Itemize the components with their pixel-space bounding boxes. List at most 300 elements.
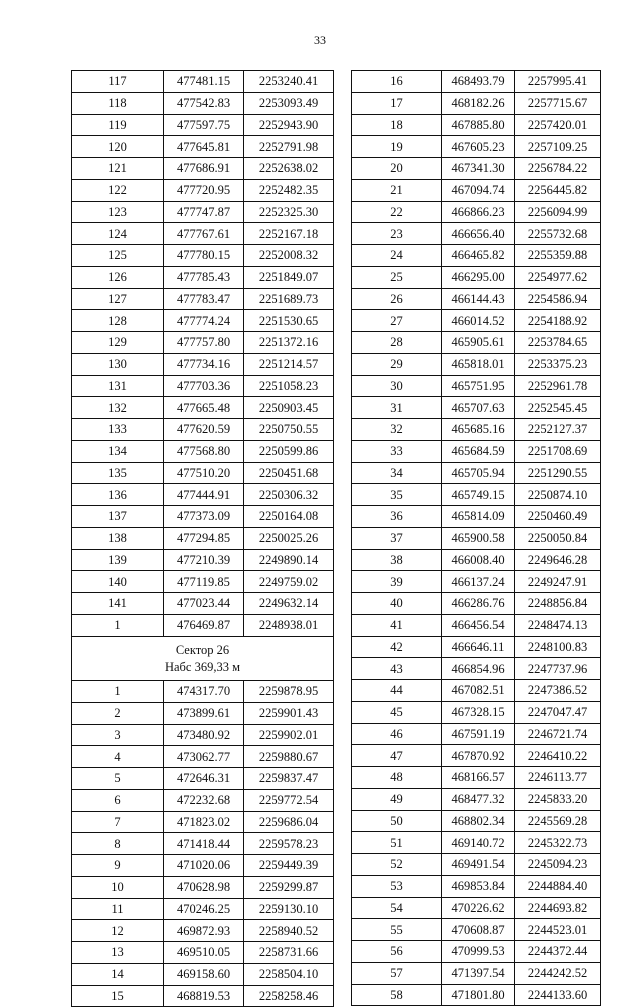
x-coordinate-cell: 466137.24 bbox=[442, 571, 515, 593]
table-row bbox=[72, 942, 334, 964]
table-row bbox=[352, 941, 601, 963]
point-number-cell: 48 bbox=[352, 767, 442, 789]
point-number-cell: 35 bbox=[352, 484, 442, 506]
table-row bbox=[352, 875, 601, 897]
point-number-cell: 132 bbox=[72, 397, 164, 419]
point-number-cell: 10 bbox=[72, 876, 164, 898]
y-coordinate-cell: 2252127.37 bbox=[515, 419, 601, 441]
y-coordinate-cell: 2244884.40 bbox=[515, 875, 601, 897]
y-coordinate-cell: 2251290.55 bbox=[515, 462, 601, 484]
table-row bbox=[72, 310, 334, 332]
x-coordinate-cell: 471397.54 bbox=[442, 962, 515, 984]
point-number-cell: 41 bbox=[352, 614, 442, 636]
x-coordinate-cell: 477373.09 bbox=[164, 506, 244, 528]
point-number-cell: 8 bbox=[72, 833, 164, 855]
coordinates-table-right bbox=[351, 70, 601, 1006]
y-coordinate-cell: 2257109.25 bbox=[515, 136, 601, 158]
table-row bbox=[352, 549, 601, 571]
table-row bbox=[72, 898, 334, 920]
x-coordinate-cell: 477734.16 bbox=[164, 353, 244, 375]
x-coordinate-cell: 469158.60 bbox=[164, 963, 244, 985]
x-coordinate-cell: 467328.15 bbox=[442, 701, 515, 723]
table-row bbox=[352, 266, 601, 288]
y-coordinate-cell: 2252791.98 bbox=[244, 136, 334, 158]
point-number-cell: 30 bbox=[352, 375, 442, 397]
point-number-cell: 32 bbox=[352, 419, 442, 441]
table-row bbox=[72, 114, 334, 136]
y-coordinate-cell: 2250460.49 bbox=[515, 506, 601, 528]
y-coordinate-cell: 2259878.95 bbox=[244, 681, 334, 703]
table-row bbox=[352, 71, 601, 93]
point-number-cell: 118 bbox=[72, 92, 164, 114]
y-coordinate-cell: 2248938.01 bbox=[244, 614, 334, 636]
y-coordinate-cell: 2252638.02 bbox=[244, 158, 334, 180]
table-row bbox=[352, 593, 601, 615]
y-coordinate-cell: 2253240.41 bbox=[244, 71, 334, 93]
sector-title: Сектор 26 bbox=[175, 643, 230, 658]
y-coordinate-cell: 2248474.13 bbox=[515, 614, 601, 636]
table-row bbox=[72, 506, 334, 528]
table-row bbox=[352, 223, 601, 245]
point-number-cell: 12 bbox=[72, 920, 164, 942]
table-row bbox=[352, 201, 601, 223]
y-coordinate-cell: 2252943.90 bbox=[244, 114, 334, 136]
point-number-cell: 21 bbox=[352, 179, 442, 201]
x-coordinate-cell: 477542.83 bbox=[164, 92, 244, 114]
y-coordinate-cell: 2249247.91 bbox=[515, 571, 601, 593]
x-coordinate-cell: 473062.77 bbox=[164, 746, 244, 768]
table-row bbox=[72, 833, 334, 855]
point-number-cell: 2 bbox=[72, 702, 164, 724]
y-coordinate-cell: 2256445.82 bbox=[515, 179, 601, 201]
point-number-cell: 130 bbox=[72, 353, 164, 375]
y-coordinate-cell: 2256094.99 bbox=[515, 201, 601, 223]
table-row bbox=[72, 245, 334, 267]
coordinates-table-left bbox=[71, 70, 334, 1007]
x-coordinate-cell: 472646.31 bbox=[164, 768, 244, 790]
point-number-cell: 46 bbox=[352, 723, 442, 745]
x-coordinate-cell: 467591.19 bbox=[442, 723, 515, 745]
x-coordinate-cell: 471020.06 bbox=[164, 855, 244, 877]
page-number: 33 bbox=[314, 33, 326, 47]
point-number-cell: 57 bbox=[352, 962, 442, 984]
table-row bbox=[352, 636, 601, 658]
x-coordinate-cell: 471801.80 bbox=[442, 984, 515, 1006]
x-coordinate-cell: 468166.57 bbox=[442, 767, 515, 789]
x-coordinate-cell: 468477.32 bbox=[442, 788, 515, 810]
point-number-cell: 39 bbox=[352, 571, 442, 593]
table-row bbox=[352, 92, 601, 114]
point-number-cell: 131 bbox=[72, 375, 164, 397]
y-coordinate-cell: 2244133.60 bbox=[515, 984, 601, 1006]
point-number-cell: 11 bbox=[72, 898, 164, 920]
point-number-cell: 33 bbox=[352, 440, 442, 462]
point-number-cell: 117 bbox=[72, 71, 164, 93]
point-number-cell: 45 bbox=[352, 701, 442, 723]
table-row bbox=[352, 462, 601, 484]
y-coordinate-cell: 2250874.10 bbox=[515, 484, 601, 506]
y-coordinate-cell: 2249646.28 bbox=[515, 549, 601, 571]
x-coordinate-cell: 465900.58 bbox=[442, 527, 515, 549]
point-number-cell: 51 bbox=[352, 832, 442, 854]
x-coordinate-cell: 465818.01 bbox=[442, 353, 515, 375]
y-coordinate-cell: 2247047.47 bbox=[515, 701, 601, 723]
sector-header-cell bbox=[72, 636, 334, 681]
point-number-cell: 42 bbox=[352, 636, 442, 658]
x-coordinate-cell: 474317.70 bbox=[164, 681, 244, 703]
point-number-cell: 7 bbox=[72, 811, 164, 833]
point-number-cell: 56 bbox=[352, 941, 442, 963]
point-number-cell: 34 bbox=[352, 462, 442, 484]
point-number-cell: 22 bbox=[352, 201, 442, 223]
x-coordinate-cell: 466286.76 bbox=[442, 593, 515, 615]
x-coordinate-cell: 477774.24 bbox=[164, 310, 244, 332]
x-coordinate-cell: 468182.26 bbox=[442, 92, 515, 114]
x-coordinate-cell: 477665.48 bbox=[164, 397, 244, 419]
point-number-cell: 138 bbox=[72, 527, 164, 549]
x-coordinate-cell: 466656.40 bbox=[442, 223, 515, 245]
table-row bbox=[352, 832, 601, 854]
y-coordinate-cell: 2255732.68 bbox=[515, 223, 601, 245]
y-coordinate-cell: 2257420.01 bbox=[515, 114, 601, 136]
table-row bbox=[72, 593, 334, 615]
x-coordinate-cell: 465705.94 bbox=[442, 462, 515, 484]
x-coordinate-cell: 467341.30 bbox=[442, 158, 515, 180]
x-coordinate-cell: 469853.84 bbox=[442, 875, 515, 897]
x-coordinate-cell: 477568.80 bbox=[164, 440, 244, 462]
y-coordinate-cell: 2245094.23 bbox=[515, 854, 601, 876]
y-coordinate-cell: 2253784.65 bbox=[515, 332, 601, 354]
y-coordinate-cell: 2259130.10 bbox=[244, 898, 334, 920]
table-row bbox=[72, 266, 334, 288]
y-coordinate-cell: 2247737.96 bbox=[515, 658, 601, 680]
x-coordinate-cell: 477294.85 bbox=[164, 527, 244, 549]
table-row bbox=[72, 876, 334, 898]
table-row bbox=[72, 158, 334, 180]
point-number-cell: 43 bbox=[352, 658, 442, 680]
y-coordinate-cell: 2247386.52 bbox=[515, 680, 601, 702]
table-row bbox=[352, 854, 601, 876]
y-coordinate-cell: 2258504.10 bbox=[244, 963, 334, 985]
y-coordinate-cell: 2245569.28 bbox=[515, 810, 601, 832]
table-row bbox=[72, 92, 334, 114]
point-number-cell: 54 bbox=[352, 897, 442, 919]
y-coordinate-cell: 2244523.01 bbox=[515, 919, 601, 941]
point-number-cell: 55 bbox=[352, 919, 442, 941]
x-coordinate-cell: 477757.80 bbox=[164, 332, 244, 354]
y-coordinate-cell: 2258940.52 bbox=[244, 920, 334, 942]
table-row bbox=[72, 419, 334, 441]
table-row bbox=[72, 855, 334, 877]
point-number-cell: 5 bbox=[72, 768, 164, 790]
point-number-cell: 26 bbox=[352, 288, 442, 310]
y-coordinate-cell: 2251058.23 bbox=[244, 375, 334, 397]
point-number-cell: 49 bbox=[352, 788, 442, 810]
y-coordinate-cell: 2244693.82 bbox=[515, 897, 601, 919]
y-coordinate-cell: 2259902.01 bbox=[244, 724, 334, 746]
table-row bbox=[72, 702, 334, 724]
point-number-cell: 16 bbox=[352, 71, 442, 93]
table-row bbox=[72, 484, 334, 506]
x-coordinate-cell: 466646.11 bbox=[442, 636, 515, 658]
table-row bbox=[72, 332, 334, 354]
x-coordinate-cell: 465749.15 bbox=[442, 484, 515, 506]
x-coordinate-cell: 467870.92 bbox=[442, 745, 515, 767]
table-row bbox=[352, 419, 601, 441]
point-number-cell: 18 bbox=[352, 114, 442, 136]
x-coordinate-cell: 470628.98 bbox=[164, 876, 244, 898]
x-coordinate-cell: 467082.51 bbox=[442, 680, 515, 702]
x-coordinate-cell: 467094.74 bbox=[442, 179, 515, 201]
x-coordinate-cell: 468819.53 bbox=[164, 985, 244, 1007]
point-number-cell: 137 bbox=[72, 506, 164, 528]
table-row bbox=[352, 353, 601, 375]
y-coordinate-cell: 2252167.18 bbox=[244, 223, 334, 245]
x-coordinate-cell: 477747.87 bbox=[164, 201, 244, 223]
y-coordinate-cell: 2246721.74 bbox=[515, 723, 601, 745]
y-coordinate-cell: 2250599.86 bbox=[244, 440, 334, 462]
table-row bbox=[352, 745, 601, 767]
y-coordinate-cell: 2250451.68 bbox=[244, 462, 334, 484]
x-coordinate-cell: 477210.39 bbox=[164, 549, 244, 571]
y-coordinate-cell: 2258731.66 bbox=[244, 942, 334, 964]
x-coordinate-cell: 477119.85 bbox=[164, 571, 244, 593]
point-number-cell: 17 bbox=[352, 92, 442, 114]
table-row bbox=[352, 810, 601, 832]
y-coordinate-cell: 2253375.23 bbox=[515, 353, 601, 375]
y-coordinate-cell: 2252961.78 bbox=[515, 375, 601, 397]
table-row bbox=[352, 919, 601, 941]
point-number-cell: 133 bbox=[72, 419, 164, 441]
y-coordinate-cell: 2252545.45 bbox=[515, 397, 601, 419]
x-coordinate-cell: 466014.52 bbox=[442, 310, 515, 332]
y-coordinate-cell: 2249632.14 bbox=[244, 593, 334, 615]
y-coordinate-cell: 2259449.39 bbox=[244, 855, 334, 877]
x-coordinate-cell: 476469.87 bbox=[164, 614, 244, 636]
x-coordinate-cell: 477783.47 bbox=[164, 288, 244, 310]
x-coordinate-cell: 469510.05 bbox=[164, 942, 244, 964]
table-row bbox=[72, 985, 334, 1007]
table-row bbox=[72, 724, 334, 746]
table-row bbox=[72, 71, 334, 93]
point-number-cell: 29 bbox=[352, 353, 442, 375]
y-coordinate-cell: 2252325.30 bbox=[244, 201, 334, 223]
x-coordinate-cell: 477597.75 bbox=[164, 114, 244, 136]
table-row bbox=[352, 506, 601, 528]
point-number-cell: 129 bbox=[72, 332, 164, 354]
table-row bbox=[352, 179, 601, 201]
table-row bbox=[352, 614, 601, 636]
point-number-cell: 136 bbox=[72, 484, 164, 506]
y-coordinate-cell: 2244242.52 bbox=[515, 962, 601, 984]
x-coordinate-cell: 466295.00 bbox=[442, 266, 515, 288]
table-row bbox=[352, 245, 601, 267]
x-coordinate-cell: 466866.23 bbox=[442, 201, 515, 223]
point-number-cell: 27 bbox=[352, 310, 442, 332]
point-number-cell: 37 bbox=[352, 527, 442, 549]
y-coordinate-cell: 2257715.67 bbox=[515, 92, 601, 114]
x-coordinate-cell: 469872.93 bbox=[164, 920, 244, 942]
x-coordinate-cell: 477703.36 bbox=[164, 375, 244, 397]
point-number-cell: 9 bbox=[72, 855, 164, 877]
x-coordinate-cell: 473899.61 bbox=[164, 702, 244, 724]
x-coordinate-cell: 469140.72 bbox=[442, 832, 515, 854]
x-coordinate-cell: 466456.54 bbox=[442, 614, 515, 636]
y-coordinate-cell: 2244372.44 bbox=[515, 941, 601, 963]
x-coordinate-cell: 466144.43 bbox=[442, 288, 515, 310]
point-number-cell: 19 bbox=[352, 136, 442, 158]
point-number-cell: 122 bbox=[72, 179, 164, 201]
x-coordinate-cell: 477720.95 bbox=[164, 179, 244, 201]
y-coordinate-cell: 2259578.23 bbox=[244, 833, 334, 855]
point-number-cell: 125 bbox=[72, 245, 164, 267]
table-row bbox=[352, 680, 601, 702]
point-number-cell: 135 bbox=[72, 462, 164, 484]
y-coordinate-cell: 2250903.45 bbox=[244, 397, 334, 419]
y-coordinate-cell: 2258258.46 bbox=[244, 985, 334, 1007]
x-coordinate-cell: 466854.96 bbox=[442, 658, 515, 680]
y-coordinate-cell: 2250050.84 bbox=[515, 527, 601, 549]
x-coordinate-cell: 465707.63 bbox=[442, 397, 515, 419]
point-number-cell: 58 bbox=[352, 984, 442, 1006]
y-coordinate-cell: 2251530.65 bbox=[244, 310, 334, 332]
x-coordinate-cell: 477645.81 bbox=[164, 136, 244, 158]
y-coordinate-cell: 2259299.87 bbox=[244, 876, 334, 898]
y-coordinate-cell: 2251372.16 bbox=[244, 332, 334, 354]
y-coordinate-cell: 2250750.55 bbox=[244, 419, 334, 441]
y-coordinate-cell: 2259880.67 bbox=[244, 746, 334, 768]
point-number-cell: 119 bbox=[72, 114, 164, 136]
x-coordinate-cell: 467885.80 bbox=[442, 114, 515, 136]
x-coordinate-cell: 465751.95 bbox=[442, 375, 515, 397]
x-coordinate-cell: 469491.54 bbox=[442, 854, 515, 876]
table-row bbox=[72, 963, 334, 985]
table-row bbox=[352, 962, 601, 984]
table-row bbox=[72, 549, 334, 571]
x-coordinate-cell: 465684.59 bbox=[442, 440, 515, 462]
point-number-cell: 50 bbox=[352, 810, 442, 832]
x-coordinate-cell: 477444.91 bbox=[164, 484, 244, 506]
x-coordinate-cell: 477510.20 bbox=[164, 462, 244, 484]
x-coordinate-cell: 470608.87 bbox=[442, 919, 515, 941]
x-coordinate-cell: 473480.92 bbox=[164, 724, 244, 746]
point-number-cell: 1 bbox=[72, 681, 164, 703]
point-number-cell: 47 bbox=[352, 745, 442, 767]
table-row bbox=[72, 768, 334, 790]
x-coordinate-cell: 467605.23 bbox=[442, 136, 515, 158]
point-number-cell: 28 bbox=[352, 332, 442, 354]
y-coordinate-cell: 2252008.32 bbox=[244, 245, 334, 267]
table-row bbox=[352, 484, 601, 506]
x-coordinate-cell: 465814.09 bbox=[442, 506, 515, 528]
y-coordinate-cell: 2250306.32 bbox=[244, 484, 334, 506]
x-coordinate-cell: 468493.79 bbox=[442, 71, 515, 93]
table-row bbox=[72, 746, 334, 768]
x-coordinate-cell: 471823.02 bbox=[164, 811, 244, 833]
point-number-cell: 141 bbox=[72, 593, 164, 615]
y-coordinate-cell: 2251689.73 bbox=[244, 288, 334, 310]
table-row bbox=[352, 788, 601, 810]
x-coordinate-cell: 477620.59 bbox=[164, 419, 244, 441]
point-number-cell: 20 bbox=[352, 158, 442, 180]
point-number-cell: 44 bbox=[352, 680, 442, 702]
table-row bbox=[72, 462, 334, 484]
point-number-cell: 25 bbox=[352, 266, 442, 288]
table-row bbox=[72, 571, 334, 593]
table-row bbox=[72, 920, 334, 942]
point-number-cell: 124 bbox=[72, 223, 164, 245]
point-number-cell: 121 bbox=[72, 158, 164, 180]
point-number-cell: 38 bbox=[352, 549, 442, 571]
y-coordinate-cell: 2252482.35 bbox=[244, 179, 334, 201]
table-row bbox=[352, 897, 601, 919]
y-coordinate-cell: 2254586.94 bbox=[515, 288, 601, 310]
table-row bbox=[352, 332, 601, 354]
y-coordinate-cell: 2259772.54 bbox=[244, 789, 334, 811]
sector-subtitle: Набс 369,33 м bbox=[164, 660, 241, 675]
table-row bbox=[352, 397, 601, 419]
table-row bbox=[352, 440, 601, 462]
point-number-cell: 4 bbox=[72, 746, 164, 768]
table-row bbox=[72, 811, 334, 833]
point-number-cell: 126 bbox=[72, 266, 164, 288]
table-row bbox=[352, 375, 601, 397]
table-row bbox=[72, 681, 334, 703]
table-row bbox=[352, 527, 601, 549]
y-coordinate-cell: 2250164.08 bbox=[244, 506, 334, 528]
table-row bbox=[352, 984, 601, 1006]
table-row bbox=[72, 375, 334, 397]
table-row bbox=[352, 136, 601, 158]
point-number-cell: 36 bbox=[352, 506, 442, 528]
y-coordinate-cell: 2257995.41 bbox=[515, 71, 601, 93]
x-coordinate-cell: 477767.61 bbox=[164, 223, 244, 245]
table-row bbox=[72, 527, 334, 549]
point-number-cell: 123 bbox=[72, 201, 164, 223]
table-row bbox=[352, 114, 601, 136]
y-coordinate-cell: 2249759.02 bbox=[244, 571, 334, 593]
x-coordinate-cell: 472232.68 bbox=[164, 789, 244, 811]
point-number-cell: 139 bbox=[72, 549, 164, 571]
y-coordinate-cell: 2256784.22 bbox=[515, 158, 601, 180]
table-row bbox=[72, 223, 334, 245]
table-row bbox=[72, 201, 334, 223]
y-coordinate-cell: 2251849.07 bbox=[244, 266, 334, 288]
table-row bbox=[72, 136, 334, 158]
y-coordinate-cell: 2246410.22 bbox=[515, 745, 601, 767]
y-coordinate-cell: 2250025.26 bbox=[244, 527, 334, 549]
table-row bbox=[352, 571, 601, 593]
y-coordinate-cell: 2251214.57 bbox=[244, 353, 334, 375]
table-row bbox=[72, 614, 334, 636]
table-row bbox=[352, 288, 601, 310]
table-row bbox=[72, 288, 334, 310]
point-number-cell: 120 bbox=[72, 136, 164, 158]
point-number-cell: 3 bbox=[72, 724, 164, 746]
point-number-cell: 23 bbox=[352, 223, 442, 245]
sector-header-row bbox=[72, 636, 334, 681]
x-coordinate-cell: 477785.43 bbox=[164, 266, 244, 288]
point-number-cell: 14 bbox=[72, 963, 164, 985]
y-coordinate-cell: 2254188.92 bbox=[515, 310, 601, 332]
y-coordinate-cell: 2253093.49 bbox=[244, 92, 334, 114]
x-coordinate-cell: 477023.44 bbox=[164, 593, 244, 615]
table-row bbox=[72, 440, 334, 462]
y-coordinate-cell: 2255359.88 bbox=[515, 245, 601, 267]
x-coordinate-cell: 471418.44 bbox=[164, 833, 244, 855]
x-coordinate-cell: 477686.91 bbox=[164, 158, 244, 180]
y-coordinate-cell: 2259901.43 bbox=[244, 702, 334, 724]
